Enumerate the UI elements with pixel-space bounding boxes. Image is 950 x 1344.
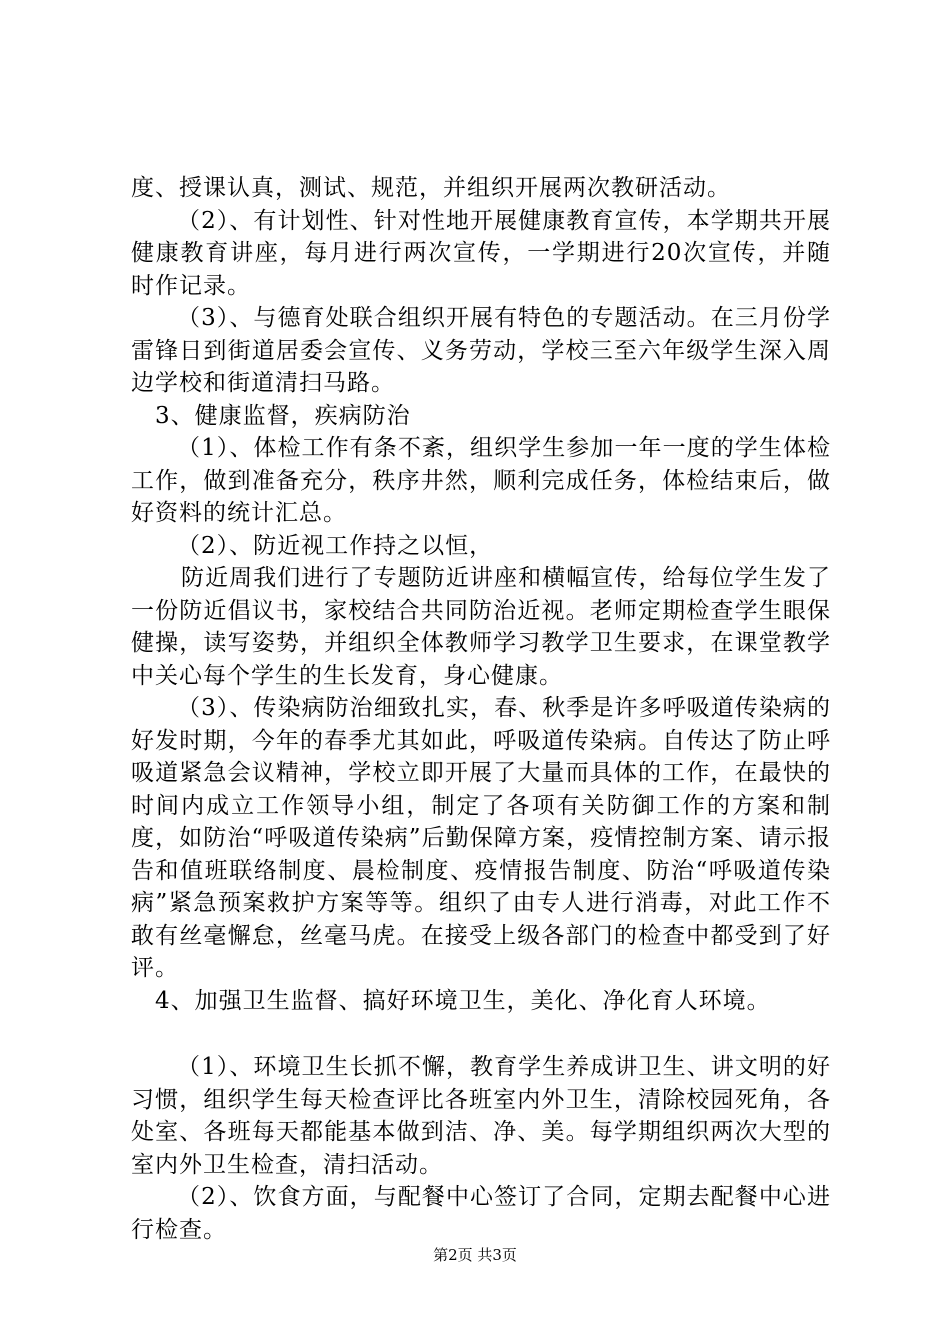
paragraph-infectious-disease: （3）、传染病防治细致扎实，春、秋季是许多呼吸道传染病的好发时期，今年的春季尤其如此，呼吸道传染病。自传达了防止呼吸道紧急会议精神，学校立即开展了大量而具体的工作，在最快的时间内成立工作领导小组，制定了各项有关防御工作的方案和制度，如防治“呼吸道传染病”后勤保障方案，疫情控制方案、请示报告和值班联络制度、晨检制度、疫情报告制度、防治“呼吸道传染病”紧急预案救护方案等等。组织了由专人进行消毒，对此工作不敢有丝毫懈怠，丝毫马虎。在接受上级各部门的检查中都受到了好评。 bbox=[131, 695, 831, 981]
paragraph-myopia-prevention: 防近周我们进行了专题防近讲座和横幅宣传，给每位学生发了一份防近倡议书，家校结合共同防治近视。老师定期检查学生眼保健操，读写姿势，并组织全体教师学习教学卫生要求，在课堂教学中关心每个学生的生长发育，身心健康。 bbox=[131, 565, 831, 689]
document-body bbox=[131, 172, 831, 1246]
paragraph-physical-exam: （1）、体检工作有条不紊，组织学生参加一年一度的学生体检工作，做到准备充分，秩序井然，顺利完成任务，体检结束后，做好资料的统计汇总。 bbox=[131, 435, 831, 526]
paragraph-myopia-prevention-heading: （2）、防近视工作持之以恒， bbox=[177, 532, 494, 559]
paragraph-environment-hygiene: （1）、环境卫生长抓不懈，教育学生养成讲卫生、讲文明的好习惯，组织学生每天检查评比各班室内外卫生，清除校园死角，各处室、各班每天都能基本做到洁、净、美。每学期组织两次大型的室内外卫生检查，清扫活动。 bbox=[131, 1054, 831, 1178]
section-heading-health-supervision: 3、健康监督，疾病防治 bbox=[155, 402, 411, 429]
paragraph-catering: （2）、饮食方面，与配餐中心签订了合同，定期去配餐中心进行检查。 bbox=[131, 1184, 831, 1243]
page-number-footer: 第2页 共3页 bbox=[433, 1246, 517, 1264]
paragraph-special-activities: （3）、与德育处联合组织开展有特色的专题活动。在三月份学雷锋日到街道居委会宣传、义务劳动，学校三至六年级学生深入周边学校和街道清扫马路。 bbox=[131, 305, 831, 396]
paragraph-continuation: 度、授课认真，测试、规范，并组织开展两次教研活动。 bbox=[131, 175, 731, 201]
paragraph-health-education: （2）、有计划性、针对性地开展健康教育宣传，本学期共开展健康教育讲座，每月进行两次宣传，一学期进行20次宣传，并随时作记录。 bbox=[131, 207, 831, 299]
section-heading-sanitation: 4、加强卫生监督、搞好环境卫生，美化、净化育人环境。 bbox=[155, 987, 771, 1014]
